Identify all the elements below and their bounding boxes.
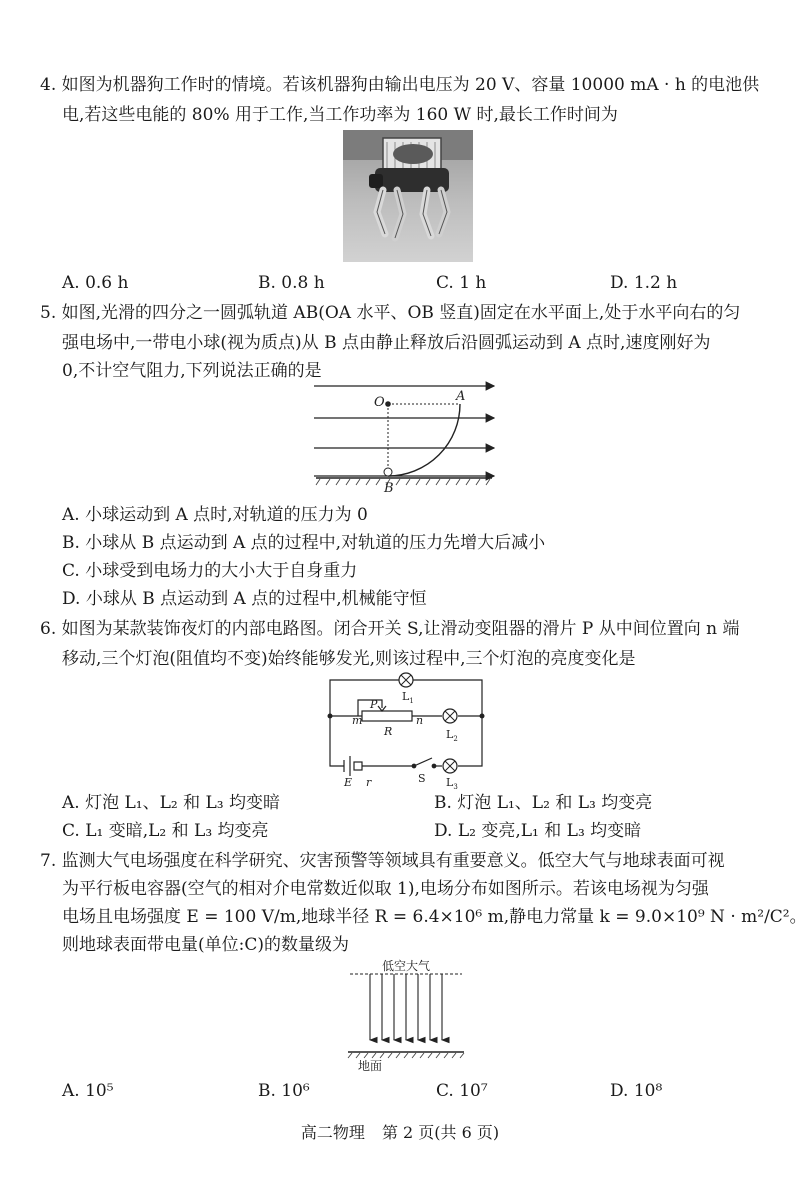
label-p: P [370,698,378,711]
q7-line-1: 7. 监测大气电场强度在科学研究、灾害预警等领域具有重要意义。低空大气与地球表面可视 [40,851,725,871]
circuit-diagram [322,670,492,791]
q6-option-a: A. 灯泡 L₁、L₂ 和 L₃ 均变暗 [62,793,281,813]
footer-subject: 高二物理 [300,1123,365,1142]
q6-option-c: C. L₁ 变暗,L₂ 和 L₃ 均变亮 [62,821,269,841]
q5-line-2: 强电场中,一带电小球(视为质点)从 B 点由静止释放后沿圆弧运动到 A 点时,速度刚好为 [62,333,711,353]
q4-option-a: A. 0.6 h [62,273,129,293]
atmospheric-field-diagram [344,958,468,1072]
q4-option-c: C. 1 h [436,273,487,293]
q6-option-b: B. 灯泡 L₁、L₂ 和 L₃ 均变亮 [434,793,653,813]
label-e: E [344,776,353,789]
q5-option-b: B. 小球从 B 点运动到 A 点的过程中,对轨道的压力先增大后减小 [62,533,546,553]
q5-option-a: A. 小球运动到 A 点时,对轨道的压力为 0 [62,505,368,525]
q5-line-3: 0,不计空气阻力,下列说法正确的是 [62,361,322,381]
label-s: S [418,772,426,785]
q7-option-c: C. 10⁷ [436,1081,488,1101]
label-l1: $L_1$ [402,690,414,705]
q4-line-2: 电,若这些电能的 80% 用于工作,当工作功率为 160 W 时,最长工作时间为 [62,105,618,125]
q7-line-2: 为平行板电容器(空气的相对介电常数近似取 1),电场分布如图所示。若该电场视为匀强 [62,879,709,899]
label-r-internal: r [366,776,372,789]
q7-option-a: A. 10⁵ [62,1081,114,1101]
q4-option-d: D. 1.2 h [610,273,678,293]
q5-line-1: 5. 如图,光滑的四分之一圆弧轨道 AB(OA 水平、OB 竖直)固定在水平面上,处于水平向右的匀 [40,303,741,323]
page-footer [0,1120,800,1143]
q6-option-d: D. L₂ 变亮,L₁ 和 L₃ 均变暗 [434,821,642,841]
label-low-atmosphere: 低空大气 [382,959,431,973]
q4-option-b: B. 0.8 h [258,273,325,293]
label-l3: $L_3$ [446,776,458,791]
label-m: m [352,714,363,727]
q4-line-1: 4. 如图为机器狗工作时的情境。若该机器狗由输出电压为 20 V、容量 10000 mA · h 的电池供 [40,75,760,95]
label-o: O [374,395,385,410]
q6-line-1: 6. 如图为某款装饰夜灯的内部电路图。闭合开关 S,让滑动变阻器的滑片 P 从中间位置向 n 端 [40,619,740,639]
label-a: A [456,389,466,404]
q7-line-3: 电场且电场强度 E = 100 V/m,地球半径 R = 6.4×10⁶ m,静电力常量 k = 9.0×10⁹ N · m²/C²。 [62,907,807,927]
label-l2: $L_2$ [446,728,458,743]
q5-option-c: C. 小球受到电场力的大小大于自身重力 [62,561,358,581]
q7-option-b: B. 10⁶ [258,1081,310,1101]
label-n: n [416,714,424,727]
robot-dog-photo [343,130,473,262]
label-r: R [384,725,393,738]
arc-track-diagram [312,378,502,496]
q7-option-d: D. 10⁸ [610,1081,663,1101]
label-b: B [384,481,394,496]
q7-line-4: 则地球表面带电量(单位:C)的数量级为 [62,935,349,955]
label-ground: 地面 [358,1059,383,1073]
footer-page-number: 第 2 页(共 6 页) [381,1123,500,1142]
q6-line-2: 移动,三个灯泡(阻值均不变)始终能够发光,则该过程中,三个灯泡的亮度变化是 [62,649,636,669]
q5-option-d: D. 小球从 B 点运动到 A 点的过程中,机械能守恒 [62,589,427,609]
